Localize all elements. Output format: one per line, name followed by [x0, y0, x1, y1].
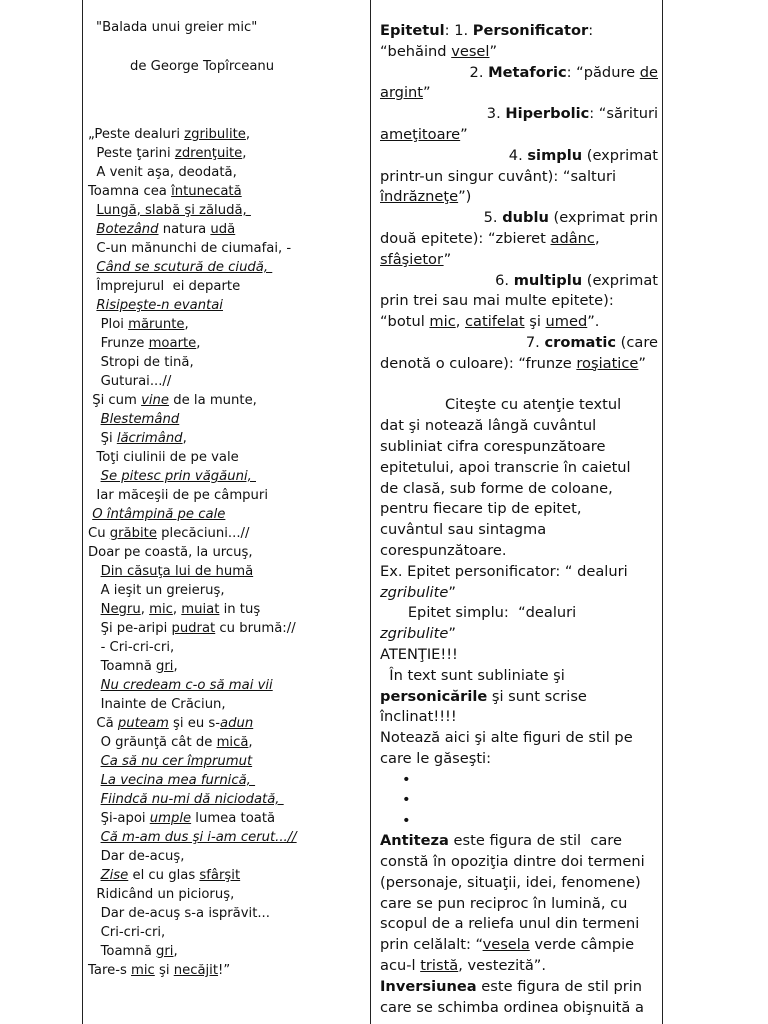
- text-run: Guturai...//: [88, 374, 172, 389]
- text-run: catifelat: [465, 313, 525, 331]
- text-line: [380, 707, 658, 728]
- poem-line: [88, 942, 366, 961]
- text-run: „Peste dealuri: [88, 127, 185, 142]
- text-run: gri: [156, 659, 174, 674]
- text-run: ameţitoare: [380, 125, 461, 143]
- poem-line: [88, 372, 366, 391]
- poem-line: [88, 676, 366, 695]
- text-run: :: [588, 22, 594, 39]
- text-run: ”: [448, 625, 456, 643]
- poem-line: [88, 657, 366, 676]
- text-run: - Cri-cri-cri,: [88, 640, 175, 655]
- poem-line: [88, 828, 366, 847]
- text-line: [380, 21, 658, 42]
- poem-line: [88, 904, 366, 923]
- text-run: Epitet simplu: “dealuri: [380, 604, 577, 622]
- text-run: [88, 868, 101, 883]
- poem-line: [88, 334, 366, 353]
- text-line: [380, 873, 658, 894]
- poem-line: [88, 239, 366, 258]
- text-run: (care: [616, 333, 658, 351]
- text-run: ,: [455, 313, 465, 331]
- text-run: personicările: [380, 687, 488, 705]
- text-run: mărunte: [128, 317, 185, 332]
- text-run: •: [402, 770, 411, 788]
- text-run: Cri-cri-cri,: [88, 925, 166, 940]
- text-line: [380, 291, 658, 312]
- text-run: Citeşte cu atenţie textul: [380, 396, 622, 414]
- text-run: Toamna cea: [88, 184, 172, 199]
- poem-line: [88, 391, 366, 410]
- text-run: verde câmpie: [529, 936, 635, 954]
- text-run: (personaje, situaţii, idei, fenomene): [380, 873, 641, 891]
- text-run: moarte: [148, 336, 197, 351]
- text-run: “behăind: [380, 42, 452, 60]
- text-run: denotă o culoare): “frunze: [380, 354, 577, 372]
- poem-line: [88, 486, 366, 505]
- text-run: dat şi notează lângă cuvântul: [380, 417, 597, 435]
- text-run: (exprimat prin: [548, 209, 658, 227]
- poem-line: [88, 429, 366, 448]
- text-run: ,: [173, 659, 178, 674]
- poem-line: [88, 600, 366, 619]
- poem-line: [88, 163, 366, 182]
- poem-line: [88, 543, 366, 562]
- text-line: [380, 83, 658, 104]
- text-run: tristă: [420, 956, 459, 974]
- text-run: [88, 792, 101, 807]
- poem-line: [88, 790, 366, 809]
- text-run: Iar măceşii de pe câmpuri: [88, 488, 268, 503]
- text-line: [380, 187, 658, 208]
- text-run: natura: [158, 222, 211, 237]
- text-run: mic: [149, 602, 173, 617]
- text-run: Ex. Epitet personificator: “ dealuri: [380, 562, 628, 580]
- text-run: [88, 830, 101, 845]
- text-run: : “sărituri: [589, 105, 658, 123]
- text-run: vesel: [451, 42, 490, 60]
- text-run: Risipeşte-n evantai: [96, 298, 223, 313]
- text-run: mică: [216, 735, 249, 750]
- poem-line: [88, 885, 366, 904]
- text-line: [380, 354, 658, 375]
- text-run: Din căsuţa lui de humă: [100, 564, 254, 579]
- text-line: [380, 63, 658, 84]
- text-run: Că: [88, 716, 118, 731]
- text-line: [380, 146, 658, 167]
- text-line: [380, 998, 658, 1019]
- text-line: [380, 541, 658, 562]
- text-line: [380, 416, 658, 437]
- text-run: care se schimba ordinea obişnuită a: [380, 998, 644, 1016]
- text-run: 6.: [495, 271, 514, 289]
- text-run: îndrăzneţe: [380, 188, 459, 206]
- text-line: [380, 520, 658, 541]
- poem-line: [88, 714, 366, 733]
- text-run: cu brumă://: [215, 621, 296, 636]
- text-run: •: [402, 811, 411, 829]
- text-run: Epitetul: [380, 22, 445, 39]
- text-run: multiplu: [513, 271, 583, 289]
- text-run: cromatic: [544, 333, 617, 351]
- text-run: Când se scutură de ciudă,: [96, 260, 273, 275]
- poem-line: [88, 923, 366, 942]
- text-run: grăbite: [109, 526, 157, 541]
- text-line: [380, 749, 658, 770]
- poem-line: [88, 524, 366, 543]
- text-run: Hiperbolic: [505, 105, 590, 123]
- text-run: pentru fiecare tip de epitet,: [380, 500, 582, 518]
- poem-line: [88, 581, 366, 600]
- text-run: 3.: [486, 105, 506, 123]
- text-run: Cu: [88, 526, 110, 541]
- text-run: Şi cum: [88, 393, 142, 408]
- text-run: Toţi ciulinii de pe vale: [88, 450, 239, 465]
- column-divider: [370, 0, 371, 1024]
- text-run: plecăciuni...//: [156, 526, 250, 541]
- text-run: Şi-apoi: [88, 811, 150, 826]
- text-line: [380, 562, 658, 583]
- text-run: zgribulite: [380, 583, 449, 601]
- text-run: vine: [141, 393, 170, 408]
- text-line: [380, 229, 658, 250]
- text-run: lăcrimând: [116, 431, 183, 446]
- text-run: zdrenţuite: [174, 146, 243, 161]
- poem-line: [88, 619, 366, 638]
- poem-line: [88, 315, 366, 334]
- text-run: ”: [638, 354, 646, 372]
- text-run: pudrat: [171, 621, 216, 636]
- text-run: ,: [173, 944, 178, 959]
- text-run: Ridicând un picioruş,: [88, 887, 235, 902]
- text-line: [380, 167, 658, 188]
- text-run: Peste ţarini: [88, 146, 175, 161]
- text-line: [380, 333, 658, 354]
- poem-line: [88, 201, 366, 220]
- text-run: puteam: [117, 716, 169, 731]
- text-run: prin trei sau mai multe epitete):: [380, 292, 614, 310]
- text-line: [380, 125, 658, 146]
- text-run: ,: [140, 602, 150, 617]
- text-run: 2.: [469, 63, 489, 81]
- text-run: ATENŢIE!!!: [380, 645, 458, 663]
- text-run: zgribulite: [184, 127, 246, 142]
- text-run: sfâşietor: [380, 250, 444, 268]
- text-run: vesela: [482, 936, 530, 954]
- text-run: : “pădure: [566, 63, 640, 81]
- text-run: 4.: [508, 146, 528, 164]
- text-run: O grăunţă cât de: [88, 735, 217, 750]
- poem-line: [88, 562, 366, 581]
- text-run: Toamnă: [88, 944, 157, 959]
- text-run: umple: [149, 811, 192, 826]
- text-run: sfârşit: [199, 868, 241, 883]
- text-run: Tare-s: [88, 963, 132, 978]
- text-run: mic: [131, 963, 155, 978]
- text-run: Că m-am dus şi i-am cerut...//: [100, 830, 297, 845]
- bullet-item: [380, 811, 658, 832]
- text-run: care le găseşti:: [380, 749, 492, 767]
- text-run: lumea toată: [191, 811, 276, 826]
- poem-line: [88, 277, 366, 296]
- text-run: prin celălalt: “: [380, 936, 483, 954]
- poem-line: [88, 467, 366, 486]
- text-line: [380, 914, 658, 935]
- poem-line: [88, 353, 366, 372]
- text-run: Personificator: [472, 22, 589, 39]
- text-run: [88, 754, 101, 769]
- text-line: [380, 437, 658, 458]
- text-run: “botul: [380, 313, 430, 331]
- text-run: A ieşit un greieruş,: [88, 583, 225, 598]
- text-line: [380, 375, 658, 396]
- text-run: Blestemând: [100, 412, 180, 427]
- text-run: două epitete): “zbieret: [380, 229, 551, 247]
- poem-line: [88, 695, 366, 714]
- poem-line: [88, 638, 366, 657]
- text-line: [380, 312, 658, 333]
- poem-line: [88, 505, 366, 524]
- text-run: (exprimat: [582, 146, 658, 164]
- text-line: [380, 624, 658, 645]
- text-run: şi eu s-: [168, 716, 221, 731]
- poem-line: [88, 258, 366, 277]
- text-run: ”: [422, 84, 431, 102]
- poem-line: [88, 296, 366, 315]
- text-line: [380, 250, 658, 271]
- text-run: La vecina mea furnică,: [100, 773, 256, 788]
- text-run: Fiindcă nu-mi dă niciodată,: [100, 792, 284, 807]
- text-run: ,: [196, 336, 201, 351]
- text-run: Şi pe-aripi: [88, 621, 172, 636]
- text-run: el cu glas: [128, 868, 200, 883]
- text-run: [88, 678, 101, 693]
- text-run: 7.: [525, 333, 545, 351]
- text-run: ,: [184, 317, 189, 332]
- text-line: [380, 42, 658, 63]
- text-line: [380, 104, 658, 125]
- text-run: corespunzătoare.: [380, 541, 507, 559]
- text-run: Se pitesc prin văgăuni,: [100, 469, 256, 484]
- poem-line: [88, 847, 366, 866]
- text-run: ”: [489, 42, 498, 60]
- text-line: [380, 831, 658, 852]
- text-line: [380, 583, 658, 604]
- text-run: acu-l: [380, 956, 421, 974]
- text-line: [380, 977, 658, 998]
- bullet-item: [380, 790, 658, 811]
- text-run: : 1.: [444, 22, 473, 39]
- text-run: in tuş: [219, 602, 261, 617]
- text-line: [380, 894, 658, 915]
- text-run: A venit aşa, deodată,: [88, 165, 237, 180]
- text-line: [380, 603, 658, 624]
- text-run: ,: [172, 602, 182, 617]
- text-run: , vestezită”.: [458, 956, 547, 974]
- text-run: Botezând: [96, 222, 159, 237]
- text-run: 5.: [483, 209, 503, 227]
- text-run: este figura de stil care: [448, 832, 622, 850]
- bullet-item: [380, 770, 658, 791]
- text-line: [380, 458, 658, 479]
- text-run: Dar de-acuş s-a isprăvit...: [88, 906, 270, 921]
- text-run: (exprimat: [582, 271, 658, 289]
- poem-line: [88, 448, 366, 467]
- text-run: este figura de stil prin: [476, 977, 643, 995]
- text-line: [380, 852, 658, 873]
- poem-line: [88, 961, 366, 980]
- poem-line: [88, 125, 366, 144]
- text-run: Stropi de tină,: [88, 355, 194, 370]
- text-run: În text sunt subliniate şi: [380, 666, 565, 684]
- poem-line: [88, 410, 366, 429]
- text-run: şi: [154, 963, 174, 978]
- text-line: [380, 956, 658, 977]
- poem-author: de George Topîrceanu: [130, 59, 275, 74]
- text-run: înclinat!!!!: [380, 708, 457, 726]
- text-run: ,: [242, 146, 247, 161]
- text-line: [380, 208, 658, 229]
- text-line: [380, 479, 658, 500]
- text-run: Ca să nu cer împrumut: [100, 754, 253, 769]
- text-run: gri: [156, 944, 174, 959]
- text-run: Frunze: [88, 336, 149, 351]
- text-run: ”: [443, 250, 452, 268]
- text-run: printr-un singur cuvânt): “salturi: [380, 167, 617, 185]
- text-run: Dar de-acuş,: [88, 849, 185, 864]
- text-run: întunecată: [171, 184, 242, 199]
- text-run: Nu credeam c-o să mai vii: [100, 678, 273, 693]
- text-run: Doar pe coastă, la urcuş,: [88, 545, 253, 560]
- poem-line: [88, 733, 366, 752]
- text-run: Inversiunea: [380, 977, 477, 995]
- poem-line: [88, 182, 366, 201]
- text-run: ”.: [587, 313, 600, 331]
- text-line: [380, 728, 658, 749]
- text-run: argint: [380, 84, 423, 102]
- text-run: ”: [460, 125, 468, 143]
- text-line: [380, 395, 658, 416]
- text-run: zgribulite: [380, 625, 449, 643]
- text-run: [88, 773, 101, 788]
- text-run: constă în opoziţia dintre doi termeni: [380, 852, 645, 870]
- text-run: Notează aici şi alte figuri de stil pe: [380, 729, 633, 747]
- text-run: udă: [210, 222, 236, 237]
- text-run: Inainte de Crăciun,: [88, 697, 226, 712]
- text-run: cuvântul sau sintagma: [380, 521, 547, 539]
- text-run: muiat: [181, 602, 220, 617]
- text-run: Metaforic: [488, 63, 567, 81]
- right-column: [380, 21, 658, 1018]
- text-run: şi: [524, 313, 546, 331]
- poem-line: [88, 771, 366, 790]
- text-run: umed: [545, 313, 588, 331]
- text-line: [380, 271, 658, 292]
- text-run: adânc: [550, 229, 595, 247]
- text-run: Antiteza: [380, 832, 449, 850]
- text-run: [88, 564, 101, 579]
- text-run: de la munte,: [169, 393, 257, 408]
- text-line: [380, 666, 658, 687]
- poem-line: [88, 220, 366, 239]
- text-run: ”): [458, 188, 472, 206]
- text-run: de clasă, sub forme de coloane,: [380, 479, 613, 497]
- text-run: ,: [248, 735, 253, 750]
- text-run: !”: [218, 963, 231, 978]
- poem-title: "Balada unui greier mic": [96, 20, 258, 35]
- text-run: Negru: [100, 602, 141, 617]
- text-run: simplu: [527, 146, 583, 164]
- text-run: •: [402, 791, 411, 809]
- poem-text: [88, 125, 366, 980]
- text-run: ,: [594, 229, 600, 247]
- poem-line: [88, 144, 366, 163]
- text-run: C-un mănunchi de ciumafai, -: [88, 241, 292, 256]
- text-run: [88, 412, 101, 427]
- text-run: O întâmpină pe cale: [92, 507, 226, 522]
- text-run: ”: [448, 583, 456, 601]
- text-run: şi sunt scrise: [487, 687, 587, 705]
- poem-line: [88, 866, 366, 885]
- text-run: Toamnă: [88, 659, 157, 674]
- poem-line: [88, 809, 366, 828]
- text-run: scopul de a reliefa unul din termeni: [380, 915, 640, 933]
- text-line: [380, 645, 658, 666]
- text-run: Zise: [100, 868, 129, 883]
- text-run: [88, 602, 101, 617]
- text-run: Lungă, slabă şi zăludă,: [96, 203, 251, 218]
- text-run: dublu: [502, 209, 549, 227]
- text-run: epitetului, apoi transcrie în caietul: [380, 458, 631, 476]
- text-run: mic: [429, 313, 456, 331]
- text-run: adun: [220, 716, 254, 731]
- text-run: care se pun reciproc în lumină, cu: [380, 894, 628, 912]
- text-run: ,: [245, 127, 251, 142]
- text-line: [380, 499, 658, 520]
- text-line: [380, 935, 658, 956]
- poem-line: [88, 752, 366, 771]
- text-run: de: [639, 63, 658, 81]
- text-run: [88, 469, 101, 484]
- text-run: Împrejurul ei departe: [88, 279, 241, 294]
- text-run: subliniat cifra corespunzătoare: [380, 437, 606, 455]
- text-run: roşiatice: [576, 354, 639, 372]
- text-run: Şi: [88, 431, 117, 446]
- text-run: necăjit: [173, 963, 219, 978]
- text-run: ,: [182, 431, 187, 446]
- text-run: Ploi: [88, 317, 129, 332]
- left-column: [88, 18, 366, 980]
- text-line: [380, 687, 658, 708]
